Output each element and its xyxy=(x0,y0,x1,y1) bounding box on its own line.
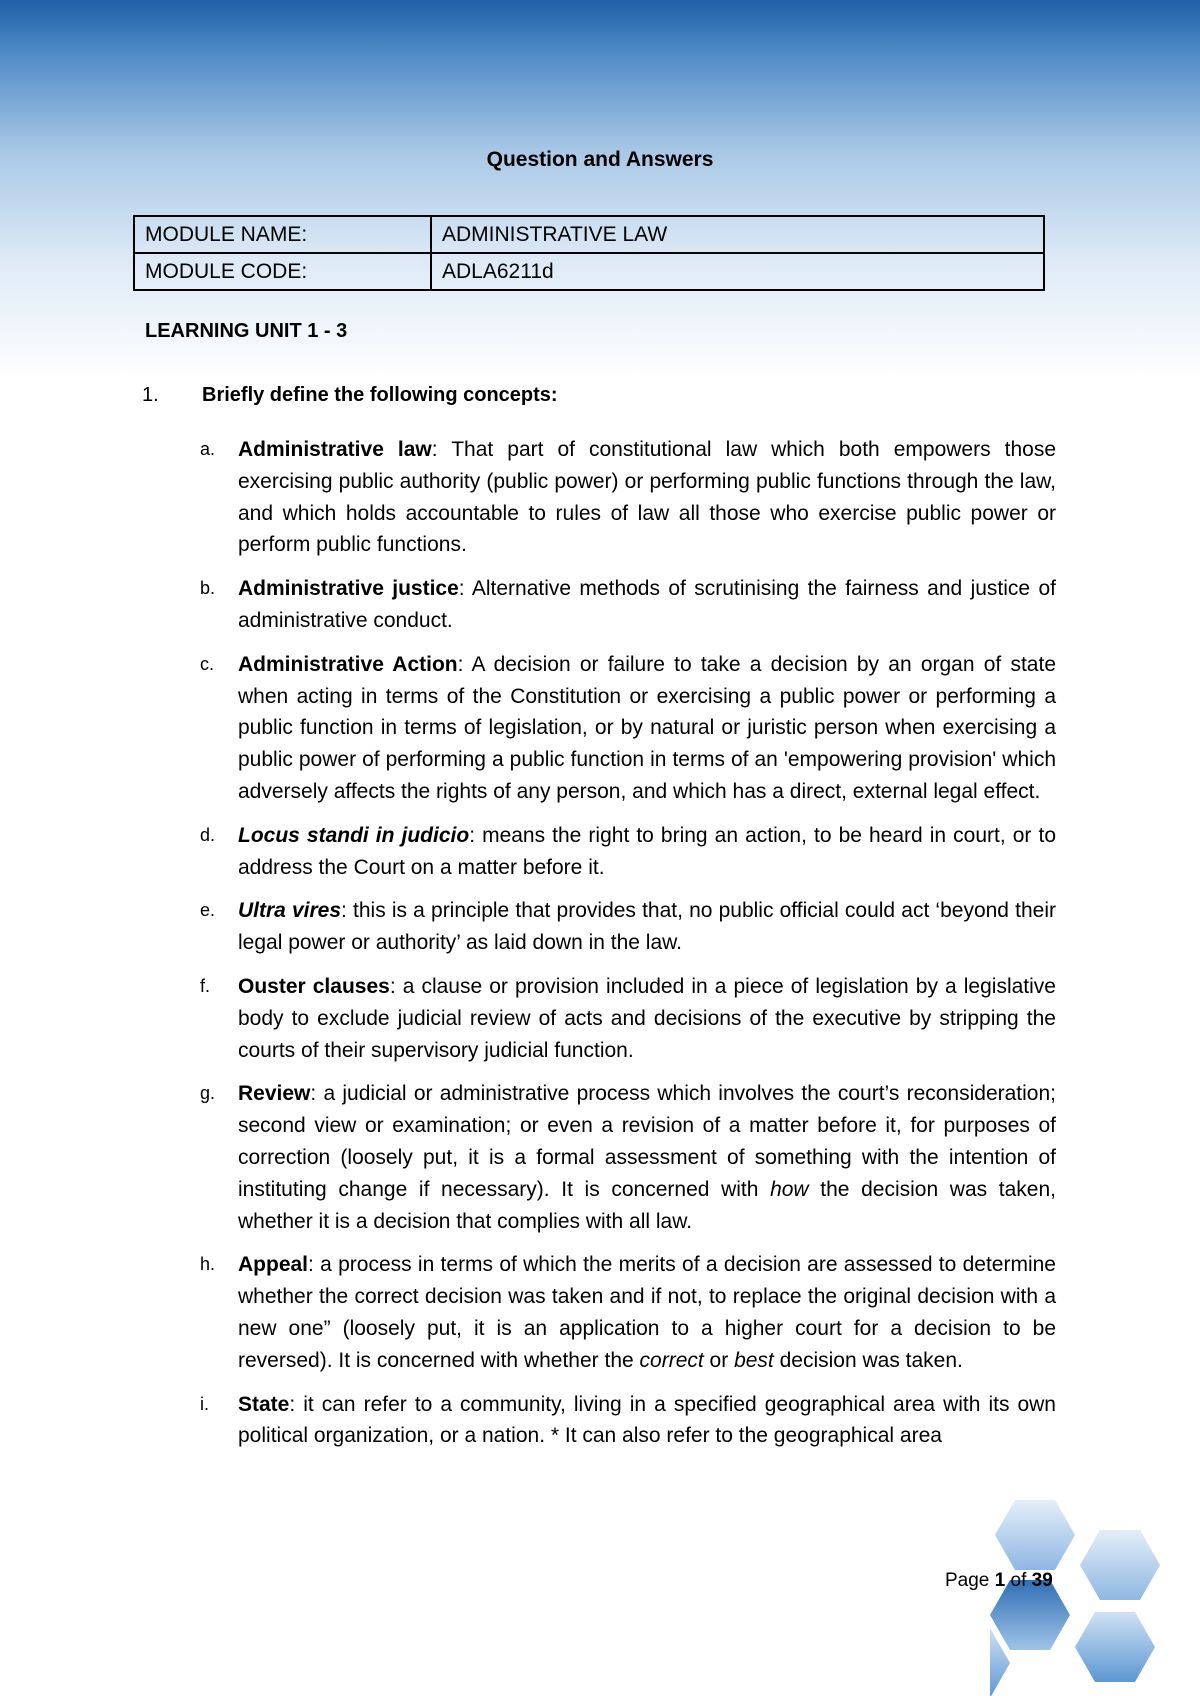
module-code-value: ADLA6211d xyxy=(431,253,1044,290)
definition-text: : this is a principle that provides that, no public official could act ‘beyond their legal power or authority’ as laid down in the law. xyxy=(238,899,1056,955)
definition-text: : Alternative methods of scrutinising the fairness and justice of administrative conduct. xyxy=(238,577,1056,632)
question-heading xyxy=(142,384,558,407)
definition-text: : a clause or provision included in a piece of legislation by a legislative body to exclude judicial review of acts and decisions of the executive by stripping the courts of their supervisory judicial function. xyxy=(238,974,1056,1062)
list-item xyxy=(200,895,1056,959)
list-item xyxy=(200,434,1056,561)
page-number-footer xyxy=(945,1570,1053,1592)
document-title: Question and Answers xyxy=(486,148,714,171)
list-marker: f. xyxy=(200,975,211,996)
of-label: of xyxy=(1010,1570,1027,1591)
definition-term: Administrative justice xyxy=(238,577,459,601)
definition-term: Appeal xyxy=(238,1253,309,1277)
list-marker: g. xyxy=(200,1083,216,1104)
definition-term: State xyxy=(238,1392,290,1416)
list-item xyxy=(200,573,1056,637)
definition-text: : That part of constitutional law which both empowers those exercising public authority (public power) or performing public functions through the law, and which holds accountable to rules of law all those who exercise public power or perform public functions. xyxy=(238,438,1056,557)
definition-text: : it can refer to a community, living in a specified geographical area with its own political organization, or a nation. * It can also refer to the geographical area xyxy=(238,1392,1056,1448)
list-marker: i. xyxy=(200,1393,209,1414)
list-marker: a. xyxy=(200,439,216,459)
question-text: Briefly define the following concepts: xyxy=(202,384,558,406)
definition-term: Ouster clauses xyxy=(238,974,390,998)
definition-text: decision was taken. xyxy=(773,1348,963,1372)
definition-term: Ultra vires xyxy=(238,899,342,923)
definition-term: Review xyxy=(238,1082,311,1106)
page-label: Page xyxy=(945,1570,990,1591)
list-marker: c. xyxy=(200,653,215,674)
question-number: 1. xyxy=(142,384,159,406)
table-row xyxy=(134,253,1044,290)
definition-text: : A decision or failure to take a decision by an organ of state when acting in terms of the Constitution or exercising a public power or performing a public function in terms of legislation, or by natural or juristic person when exercising a public power of performing a public function in terms of an 'empowering provision' which adversely affects the rights of any person, and which has a direct, external legal effect. xyxy=(238,652,1056,803)
definition-term: Locus standi in judicio xyxy=(238,823,470,847)
list-marker: b. xyxy=(200,578,216,599)
list-item xyxy=(200,1389,1056,1453)
module-name-value: ADMINISTRATIVE LAW xyxy=(431,216,1044,253)
list-item xyxy=(200,1078,1056,1237)
module-name-label: MODULE NAME: xyxy=(134,216,431,253)
list-item xyxy=(200,820,1056,884)
current-page: 1 xyxy=(994,1570,1006,1591)
table-row xyxy=(134,216,1044,253)
module-info-table xyxy=(133,215,1045,291)
list-item xyxy=(200,971,1056,1066)
definition-text: : a process in terms of which the merits of a decision are assessed to determine whether the correct decision was taken and if not, to replace the original decision with a new one” (loosely put, it is an application to a higher court for a decision to be reversed). It is concerned with whether the xyxy=(238,1253,1056,1372)
list-item xyxy=(200,649,1056,808)
list-item xyxy=(200,1249,1056,1376)
definition-text: the decision was taken, whether it is a decision that complies with all law. xyxy=(238,1177,1056,1233)
total-pages: 39 xyxy=(1031,1570,1053,1591)
emphasis-text: correct xyxy=(639,1348,704,1372)
definition-text: : a judicial or administrative process which involves the court’s reconsideration; second view or examination; or even a revision of a matter before it, for purposes of correction (loosely put, it is a formal assessment of something with the intention of instituting change if necessary). It is concerned with xyxy=(238,1082,1056,1201)
list-marker: e. xyxy=(200,900,216,921)
definition-text: or xyxy=(703,1348,735,1372)
definition-text: : means the right to bring an action, to be heard in court, or to address the Court on a matter before it. xyxy=(238,823,1056,879)
definition-term: Administrative law xyxy=(238,438,432,461)
list-marker: h. xyxy=(200,1254,216,1275)
list-marker: d. xyxy=(200,824,216,845)
definitions-list xyxy=(200,434,1056,1464)
emphasis-text: best xyxy=(734,1348,774,1372)
module-code-label: MODULE CODE: xyxy=(134,253,431,290)
emphasis-text: how xyxy=(770,1177,809,1201)
learning-unit-heading: LEARNING UNIT 1 - 3 xyxy=(145,320,348,342)
definition-term: Administrative Action xyxy=(238,652,458,676)
